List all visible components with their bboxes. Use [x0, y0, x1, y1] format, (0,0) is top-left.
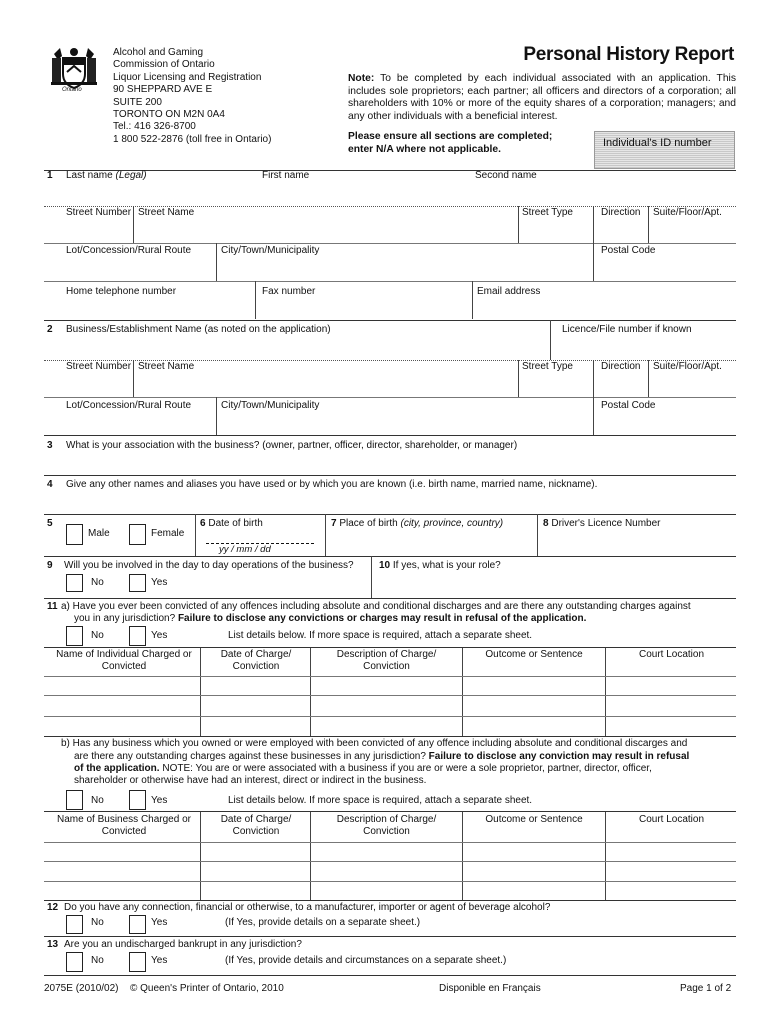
divider	[518, 206, 519, 243]
divider	[44, 598, 736, 599]
drivers-licence-field[interactable]	[543, 535, 733, 551]
divider	[44, 736, 736, 737]
business-convictions-line: shareholder or otherwise have had an interest, direct or indirect in the business.	[74, 775, 427, 786]
org-line: Liquor Licensing and Registration	[113, 71, 262, 83]
male-checkbox[interactable]	[66, 524, 83, 545]
home-phone-field[interactable]	[66, 301, 250, 317]
postal-label: Postal Code	[601, 400, 656, 411]
suite-label: Suite/Floor/Apt.	[653, 207, 722, 218]
aliases-question: Give any other names and aliases you have used or by which you are known (i.e. birth name, married name, nickname).	[66, 479, 598, 490]
association-question: What is your association with the business? (owner, partner, officer, director, shareholder, or manager)	[66, 440, 518, 451]
pob-field[interactable]	[331, 535, 531, 551]
business-name-field[interactable]	[66, 340, 544, 356]
divider	[133, 206, 134, 243]
org-line: Commission of Ontario	[113, 59, 215, 71]
logo-caption: Ontario	[62, 87, 82, 93]
id-number-label: Individual's ID number	[603, 137, 712, 149]
table-row	[44, 842, 736, 843]
business-direction-field[interactable]	[598, 378, 643, 394]
divider	[200, 812, 201, 901]
street-type-field[interactable]	[522, 224, 588, 240]
divider	[216, 243, 217, 281]
table-row	[44, 861, 736, 862]
section-number: 9	[47, 560, 53, 571]
home-phone-label: Home telephone number	[66, 286, 177, 297]
second-name-field[interactable]	[475, 186, 730, 202]
list-details-note: List details below. If more space is required, attach a separate sheet.	[228, 630, 533, 641]
convictions-no-checkbox[interactable]	[66, 626, 83, 646]
alcohol-no-checkbox[interactable]	[66, 915, 83, 934]
role-question: 10 If yes, what is your role?	[379, 560, 501, 571]
postal-field[interactable]	[601, 262, 731, 278]
divider	[44, 936, 736, 937]
note-block	[348, 73, 736, 123]
business-convictions-line: of the application. NOTE: You are or were associated with a business if you are or were a sole proprietor, partner, director, officer,	[74, 763, 652, 774]
column-header: Court Location	[638, 649, 705, 660]
business-convictions-yes-checkbox[interactable]	[129, 790, 146, 810]
first-name-field[interactable]	[262, 186, 462, 202]
divider	[605, 648, 606, 737]
drivers-licence-label: 8 Driver's Licence Number	[543, 518, 661, 529]
note-label: Note:	[348, 73, 375, 84]
page-number: Page 1 of 2	[680, 983, 732, 994]
direction-field[interactable]	[598, 224, 643, 240]
operations-question: Will you be involved in the day to day operations of the business?	[64, 560, 354, 571]
column-header: Description of Charge/ Conviction	[336, 649, 437, 672]
city-label: City/Town/Municipality	[221, 245, 320, 256]
street-name-label: Street Name	[138, 207, 195, 218]
dob-format: yy / mm / dd	[219, 544, 271, 555]
yes-label: Yes	[151, 955, 168, 966]
org-line: SUITE 200	[113, 96, 162, 108]
yes-label: Yes	[151, 630, 168, 641]
org-line: 90 SHEPPARD AVE E	[113, 84, 213, 96]
form-number: 2075E (2010/02)	[44, 983, 119, 994]
divider	[648, 360, 649, 397]
postal-label: Postal Code	[601, 245, 656, 256]
yes-label: Yes	[151, 917, 168, 928]
column-header: Outcome or Sentence	[485, 649, 583, 660]
org-line: TORONTO ON M2N 0A4	[113, 109, 225, 121]
divider	[195, 514, 196, 556]
divider	[550, 320, 551, 360]
divider	[133, 360, 134, 397]
second-name-label: Second name	[475, 170, 537, 181]
divider	[216, 397, 217, 435]
divider	[44, 514, 736, 515]
section-number: 12	[47, 902, 59, 913]
street-number-field[interactable]	[66, 224, 128, 240]
street-number-label: Street Number	[66, 361, 132, 372]
bankrupt-question: Are you an undischarged bankrupt in any jurisdiction?	[64, 939, 302, 950]
alcohol-yes-checkbox[interactable]	[129, 915, 146, 934]
divider	[472, 281, 473, 319]
note-text: To be completed by each individual associated with an application. This includes sole proprietors; each partner; all officers and directors of a corporation; all shareholders with 10% or more of the equity shares of a corporation; managers; and any other individuals with a beneficial interest.	[348, 73, 736, 122]
divider	[200, 648, 201, 737]
last-name-label: Last name (Legal)	[66, 170, 147, 181]
direction-label: Direction	[601, 361, 641, 372]
column-header: Date of Charge/ Conviction	[220, 814, 292, 837]
section-number: 4	[47, 479, 53, 490]
licence-number-field[interactable]	[562, 340, 732, 356]
divider	[310, 648, 311, 737]
table-row	[44, 716, 736, 717]
convictions-question: a) Have you ever been convicted of any offences including absolute and conditional discharges and are there any outstanding charges against	[61, 601, 691, 612]
id-number-box[interactable]	[594, 131, 735, 169]
email-label: Email address	[477, 286, 541, 297]
fax-label: Fax number	[262, 286, 316, 297]
business-city-field[interactable]	[221, 416, 588, 432]
divider	[325, 514, 326, 556]
divider	[462, 812, 463, 901]
business-convictions-question: b) Has any business which you owned or were employed with been convicted of any offence including absolute and conditional discarges and	[61, 738, 688, 749]
lot-field[interactable]	[66, 262, 211, 278]
no-label: No	[91, 795, 104, 806]
page-title: Personal History Report	[523, 44, 734, 65]
street-type-label: Street Type	[522, 207, 573, 218]
divider	[44, 320, 736, 321]
business-name-label: Business/Establishment Name (as noted on the application)	[66, 324, 331, 335]
dob-label: 6 Date of birth	[200, 518, 263, 529]
lot-label: Lot/Concession/Rural Route	[66, 400, 192, 411]
direction-label: Direction	[601, 207, 641, 218]
column-header: Name of Individual Charged or Convicted	[56, 649, 192, 672]
yes-label: Yes	[151, 577, 168, 588]
suite-label: Suite/Floor/Apt.	[653, 361, 722, 372]
business-convictions-line: are there any outstanding charges against these businesses in any jurisdiction? Failure to disclose any conviction may result in refusal	[74, 751, 690, 762]
divider	[518, 360, 519, 397]
copyright: © Queen's Printer of Ontario, 2010	[130, 983, 284, 994]
divider	[44, 475, 736, 476]
table-row	[44, 676, 736, 677]
divider	[44, 170, 736, 171]
divider	[310, 812, 311, 901]
suite-field[interactable]	[653, 224, 733, 240]
divider	[593, 360, 594, 397]
email-field[interactable]	[477, 301, 732, 317]
last-name-field[interactable]	[66, 186, 251, 202]
org-line: Alcohol and Gaming	[113, 47, 204, 58]
section-number: 2	[47, 324, 53, 335]
divider	[371, 556, 372, 598]
ensure-note	[348, 131, 552, 156]
street-name-field[interactable]	[138, 224, 513, 240]
male-label: Male	[88, 528, 110, 539]
operations-no-checkbox[interactable]	[66, 574, 83, 592]
female-checkbox[interactable]	[129, 524, 146, 545]
alcohol-note: (If Yes, provide details on a separate sheet.)	[225, 917, 421, 928]
org-line: Tel.: 416 326-8700	[113, 121, 196, 133]
column-header: Description of Charge/ Conviction	[336, 814, 437, 837]
org-line: 1 800 522-2876 (toll free in Ontario)	[113, 133, 272, 145]
divider	[44, 900, 736, 901]
no-label: No	[91, 630, 104, 641]
list-details-note: List details below. If more space is required, attach a separate sheet.	[228, 795, 533, 806]
licence-number-label: Licence/File number if known	[562, 324, 692, 335]
convictions-yes-checkbox[interactable]	[129, 626, 146, 646]
yes-label: Yes	[151, 795, 168, 806]
column-header: Date of Charge/ Conviction	[220, 649, 292, 672]
bankrupt-note: (If Yes, provide details and circumstances on a separate sheet.)	[225, 955, 507, 966]
city-label: City/Town/Municipality	[221, 400, 320, 411]
no-label: No	[91, 577, 104, 588]
aliases-field[interactable]	[66, 495, 732, 511]
divider	[593, 206, 594, 243]
divider	[255, 281, 256, 319]
column-header: Court Location	[638, 814, 705, 825]
no-label: No	[91, 917, 104, 928]
section-number: 11	[47, 601, 58, 612]
role-field[interactable]	[379, 577, 731, 593]
french-availability: Disponible en Français	[439, 983, 541, 994]
bankrupt-no-checkbox[interactable]	[66, 952, 83, 972]
association-field[interactable]	[66, 456, 732, 472]
divider	[44, 975, 736, 976]
divider	[44, 397, 736, 398]
convictions-warning: you in any jurisdiction? Failure to disclose any convictions or charges may result in refusal of the application.	[74, 613, 587, 624]
section-number: 3	[47, 440, 53, 451]
org-address	[113, 47, 271, 146]
no-label: No	[91, 955, 104, 966]
first-name-label: First name	[262, 170, 310, 181]
city-field[interactable]	[221, 262, 588, 278]
ensure-line: Please ensure all sections are completed;	[348, 131, 553, 142]
divider	[44, 281, 736, 282]
divider	[44, 556, 736, 557]
fax-field[interactable]	[262, 301, 467, 317]
divider	[593, 397, 594, 435]
ontario-logo	[46, 44, 102, 100]
lot-label: Lot/Concession/Rural Route	[66, 245, 192, 256]
business-street-type-field[interactable]	[522, 378, 588, 394]
divider	[44, 435, 736, 436]
business-suite-field[interactable]	[653, 378, 733, 394]
divider	[605, 812, 606, 901]
female-label: Female	[151, 528, 185, 539]
table-row	[44, 695, 736, 696]
business-street-name-field[interactable]	[138, 378, 513, 394]
convictions-table	[44, 647, 736, 736]
column-header: Name of Business Charged or Convicted	[57, 814, 191, 837]
section-number: 1	[47, 170, 53, 181]
business-convictions-no-checkbox[interactable]	[66, 790, 83, 810]
ensure-line: enter N/A where not applicable.	[348, 143, 501, 155]
section-number: 13	[47, 939, 59, 950]
street-type-label: Street Type	[522, 361, 573, 372]
column-header: Outcome or Sentence	[485, 814, 583, 825]
street-name-label: Street Name	[138, 361, 195, 372]
divider	[593, 243, 594, 281]
business-lot-field[interactable]	[66, 416, 211, 432]
bankrupt-yes-checkbox[interactable]	[129, 952, 146, 972]
business-postal-field[interactable]	[601, 416, 731, 432]
business-convictions-table	[44, 811, 736, 900]
alcohol-connection-question: Do you have any connection, financial or otherwise, to a manufacturer, importer or agent of beverage alcohol?	[64, 902, 551, 913]
pob-label: 7 Place of birth (city, province, country)	[331, 518, 504, 529]
section-number: 5	[47, 518, 53, 529]
divider	[462, 648, 463, 737]
divider	[537, 514, 538, 556]
divider	[44, 243, 736, 244]
table-row	[44, 881, 736, 882]
operations-yes-checkbox[interactable]	[129, 574, 146, 592]
divider	[648, 206, 649, 243]
street-number-label: Street Number	[66, 207, 132, 218]
business-street-number-field[interactable]	[66, 378, 128, 394]
